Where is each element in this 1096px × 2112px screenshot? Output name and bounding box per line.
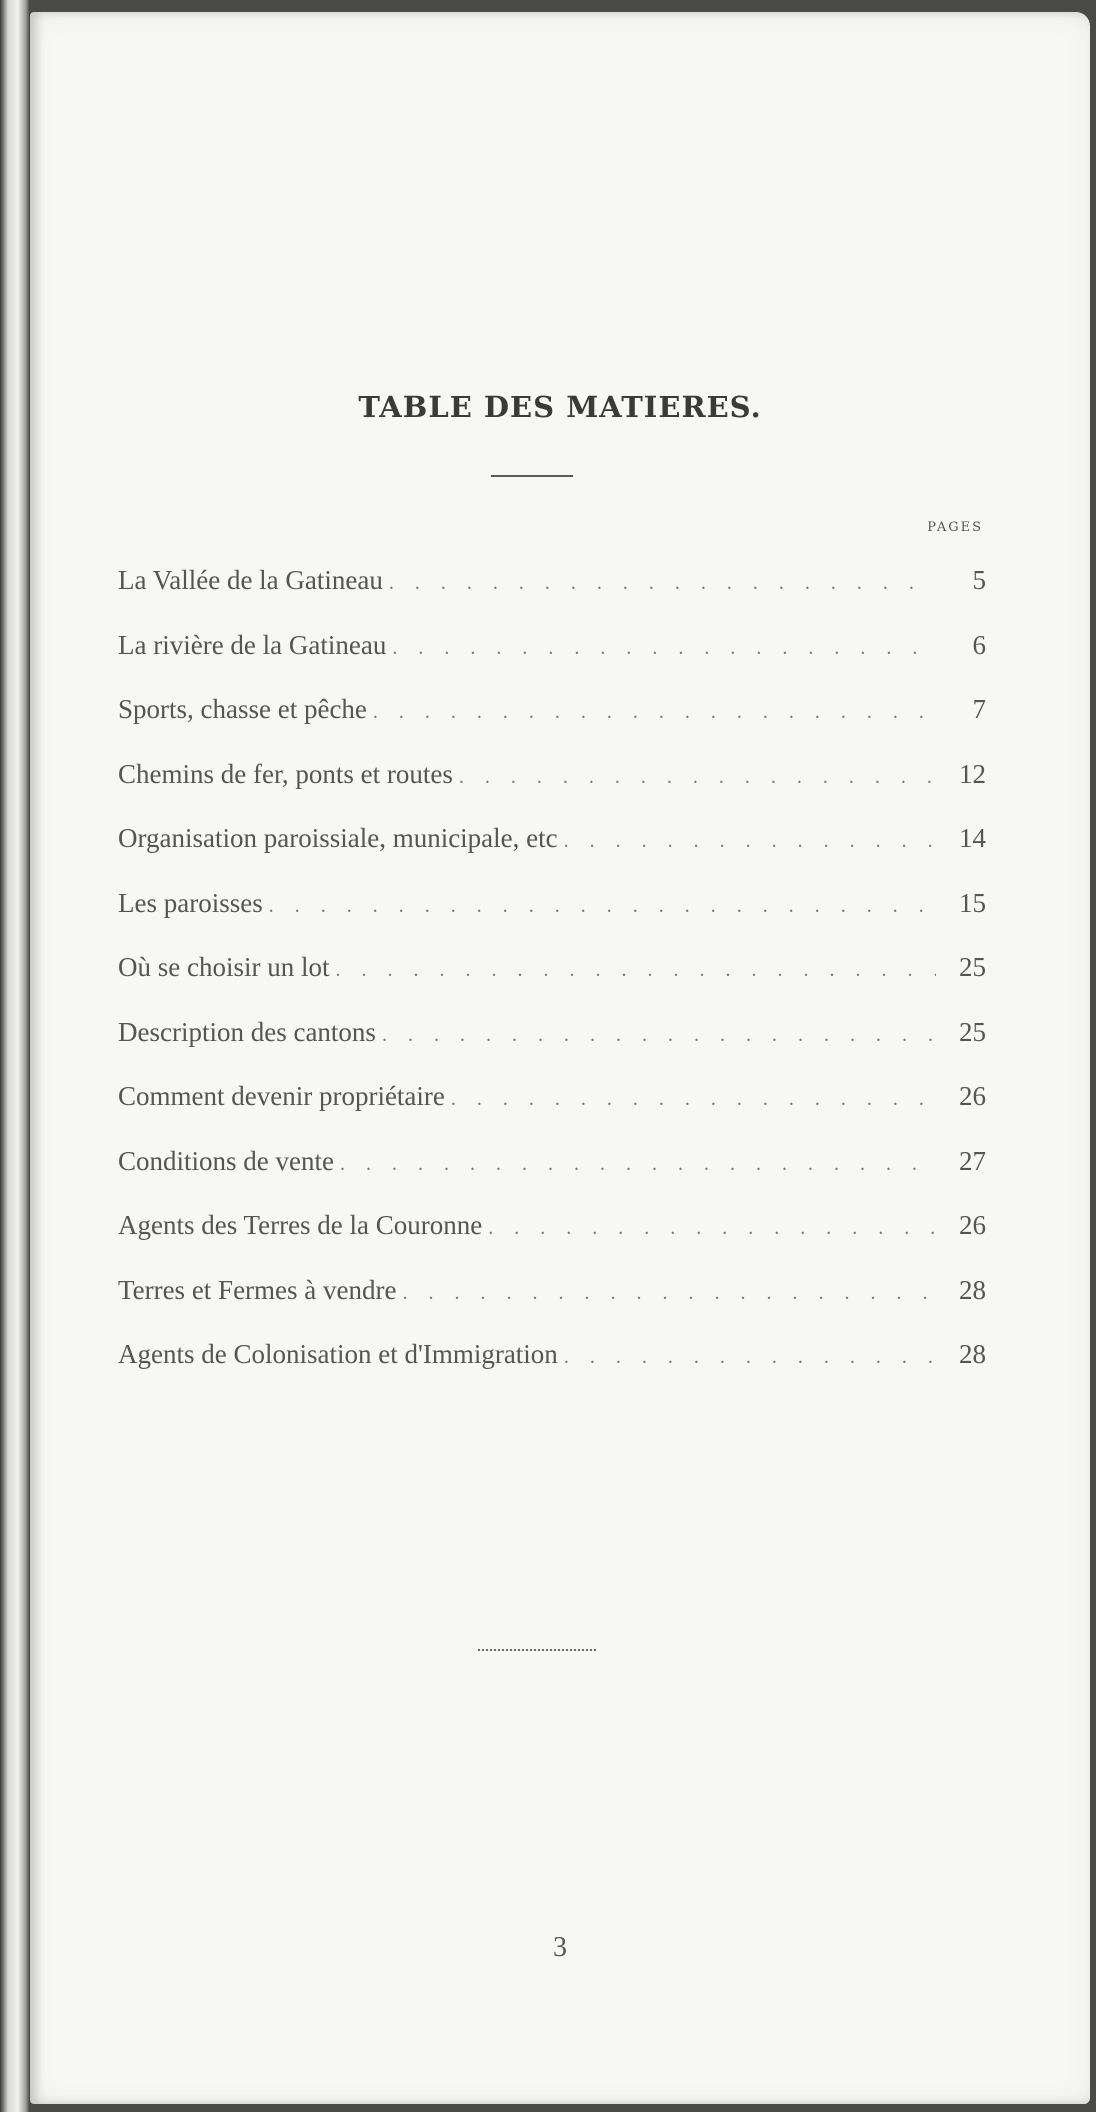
toc-entry-title: Agents de Colonisation et d'Immigration <box>118 1339 558 1369</box>
toc-entry-page: 12 <box>959 758 986 789</box>
toc-entry-page: 14 <box>959 823 986 853</box>
toc-entry <box>118 1146 986 1211</box>
toc-entry-page: 27 <box>959 1145 986 1176</box>
page-number: 3 <box>553 1932 567 1963</box>
toc-entry-title: Sports, chasse et pêche <box>118 694 367 724</box>
toc-entry <box>118 1275 986 1340</box>
dot-leader <box>564 830 936 853</box>
toc-entry-page: 6 <box>972 629 986 660</box>
toc-entry <box>118 694 986 759</box>
toc-entry-title: Conditions de vente <box>118 1145 334 1176</box>
toc-entry-title: Où se choisir un lot <box>118 952 330 982</box>
toc-entry <box>118 888 986 953</box>
toc-entry-title: Chemins de fer, ponts et routes <box>118 758 453 789</box>
title-divider <box>491 475 573 477</box>
dot-leader <box>382 1024 936 1047</box>
toc-entry <box>118 630 986 695</box>
toc-entry-page: 25 <box>959 1016 986 1047</box>
dot-leader <box>392 637 936 660</box>
toc-entry-page: 26 <box>959 1210 986 1240</box>
toc-entry-title: Les paroisses <box>118 887 263 918</box>
toc-entry-page: 25 <box>959 952 986 982</box>
dot-leader <box>451 1088 936 1111</box>
toc-entry-page: 7 <box>972 694 986 724</box>
toc-entry <box>118 1210 986 1275</box>
toc-entry-page: 5 <box>972 565 986 595</box>
toc-entry-title: La rivière de la Gatineau <box>118 629 387 660</box>
dot-leader <box>402 1282 936 1305</box>
dot-leader <box>389 572 936 595</box>
dot-leader <box>488 1217 936 1240</box>
toc-entry-page: 28 <box>959 1339 986 1369</box>
end-divider <box>478 1649 596 1651</box>
toc-entry-title: Agents des Terres de la Couronne <box>118 1210 483 1240</box>
toc-entry-title: La Vallée de la Gatineau <box>118 565 383 595</box>
toc-entry-title: Description des cantons <box>118 1016 376 1047</box>
facing-page-edge <box>0 0 30 2112</box>
document-page <box>30 12 1090 2104</box>
page-title: TABLE DES MATIERES. <box>358 390 762 424</box>
toc-entry-title: Organisation paroissiale, municipale, etc <box>118 823 558 853</box>
toc-entry <box>118 1081 986 1146</box>
dot-leader <box>269 895 936 918</box>
table-of-contents <box>118 565 986 1404</box>
toc-entry <box>118 565 986 630</box>
dot-leader <box>340 1153 936 1176</box>
toc-entry <box>118 823 986 888</box>
dot-leader <box>459 766 936 789</box>
dot-leader <box>564 1346 936 1369</box>
toc-entry-title: Comment devenir propriétaire <box>118 1081 445 1111</box>
dot-leader <box>373 701 936 724</box>
toc-entry <box>118 952 986 1017</box>
toc-entry <box>118 1339 986 1404</box>
toc-entry-title: Terres et Fermes à vendre <box>118 1274 397 1305</box>
toc-entry <box>118 1017 986 1082</box>
dot-leader <box>335 959 936 982</box>
toc-entry <box>118 759 986 824</box>
toc-entry-page: 26 <box>959 1081 986 1111</box>
pages-column-header: PAGES <box>927 520 983 535</box>
toc-entry-page: 15 <box>959 887 986 918</box>
toc-entry-page: 28 <box>959 1274 986 1305</box>
